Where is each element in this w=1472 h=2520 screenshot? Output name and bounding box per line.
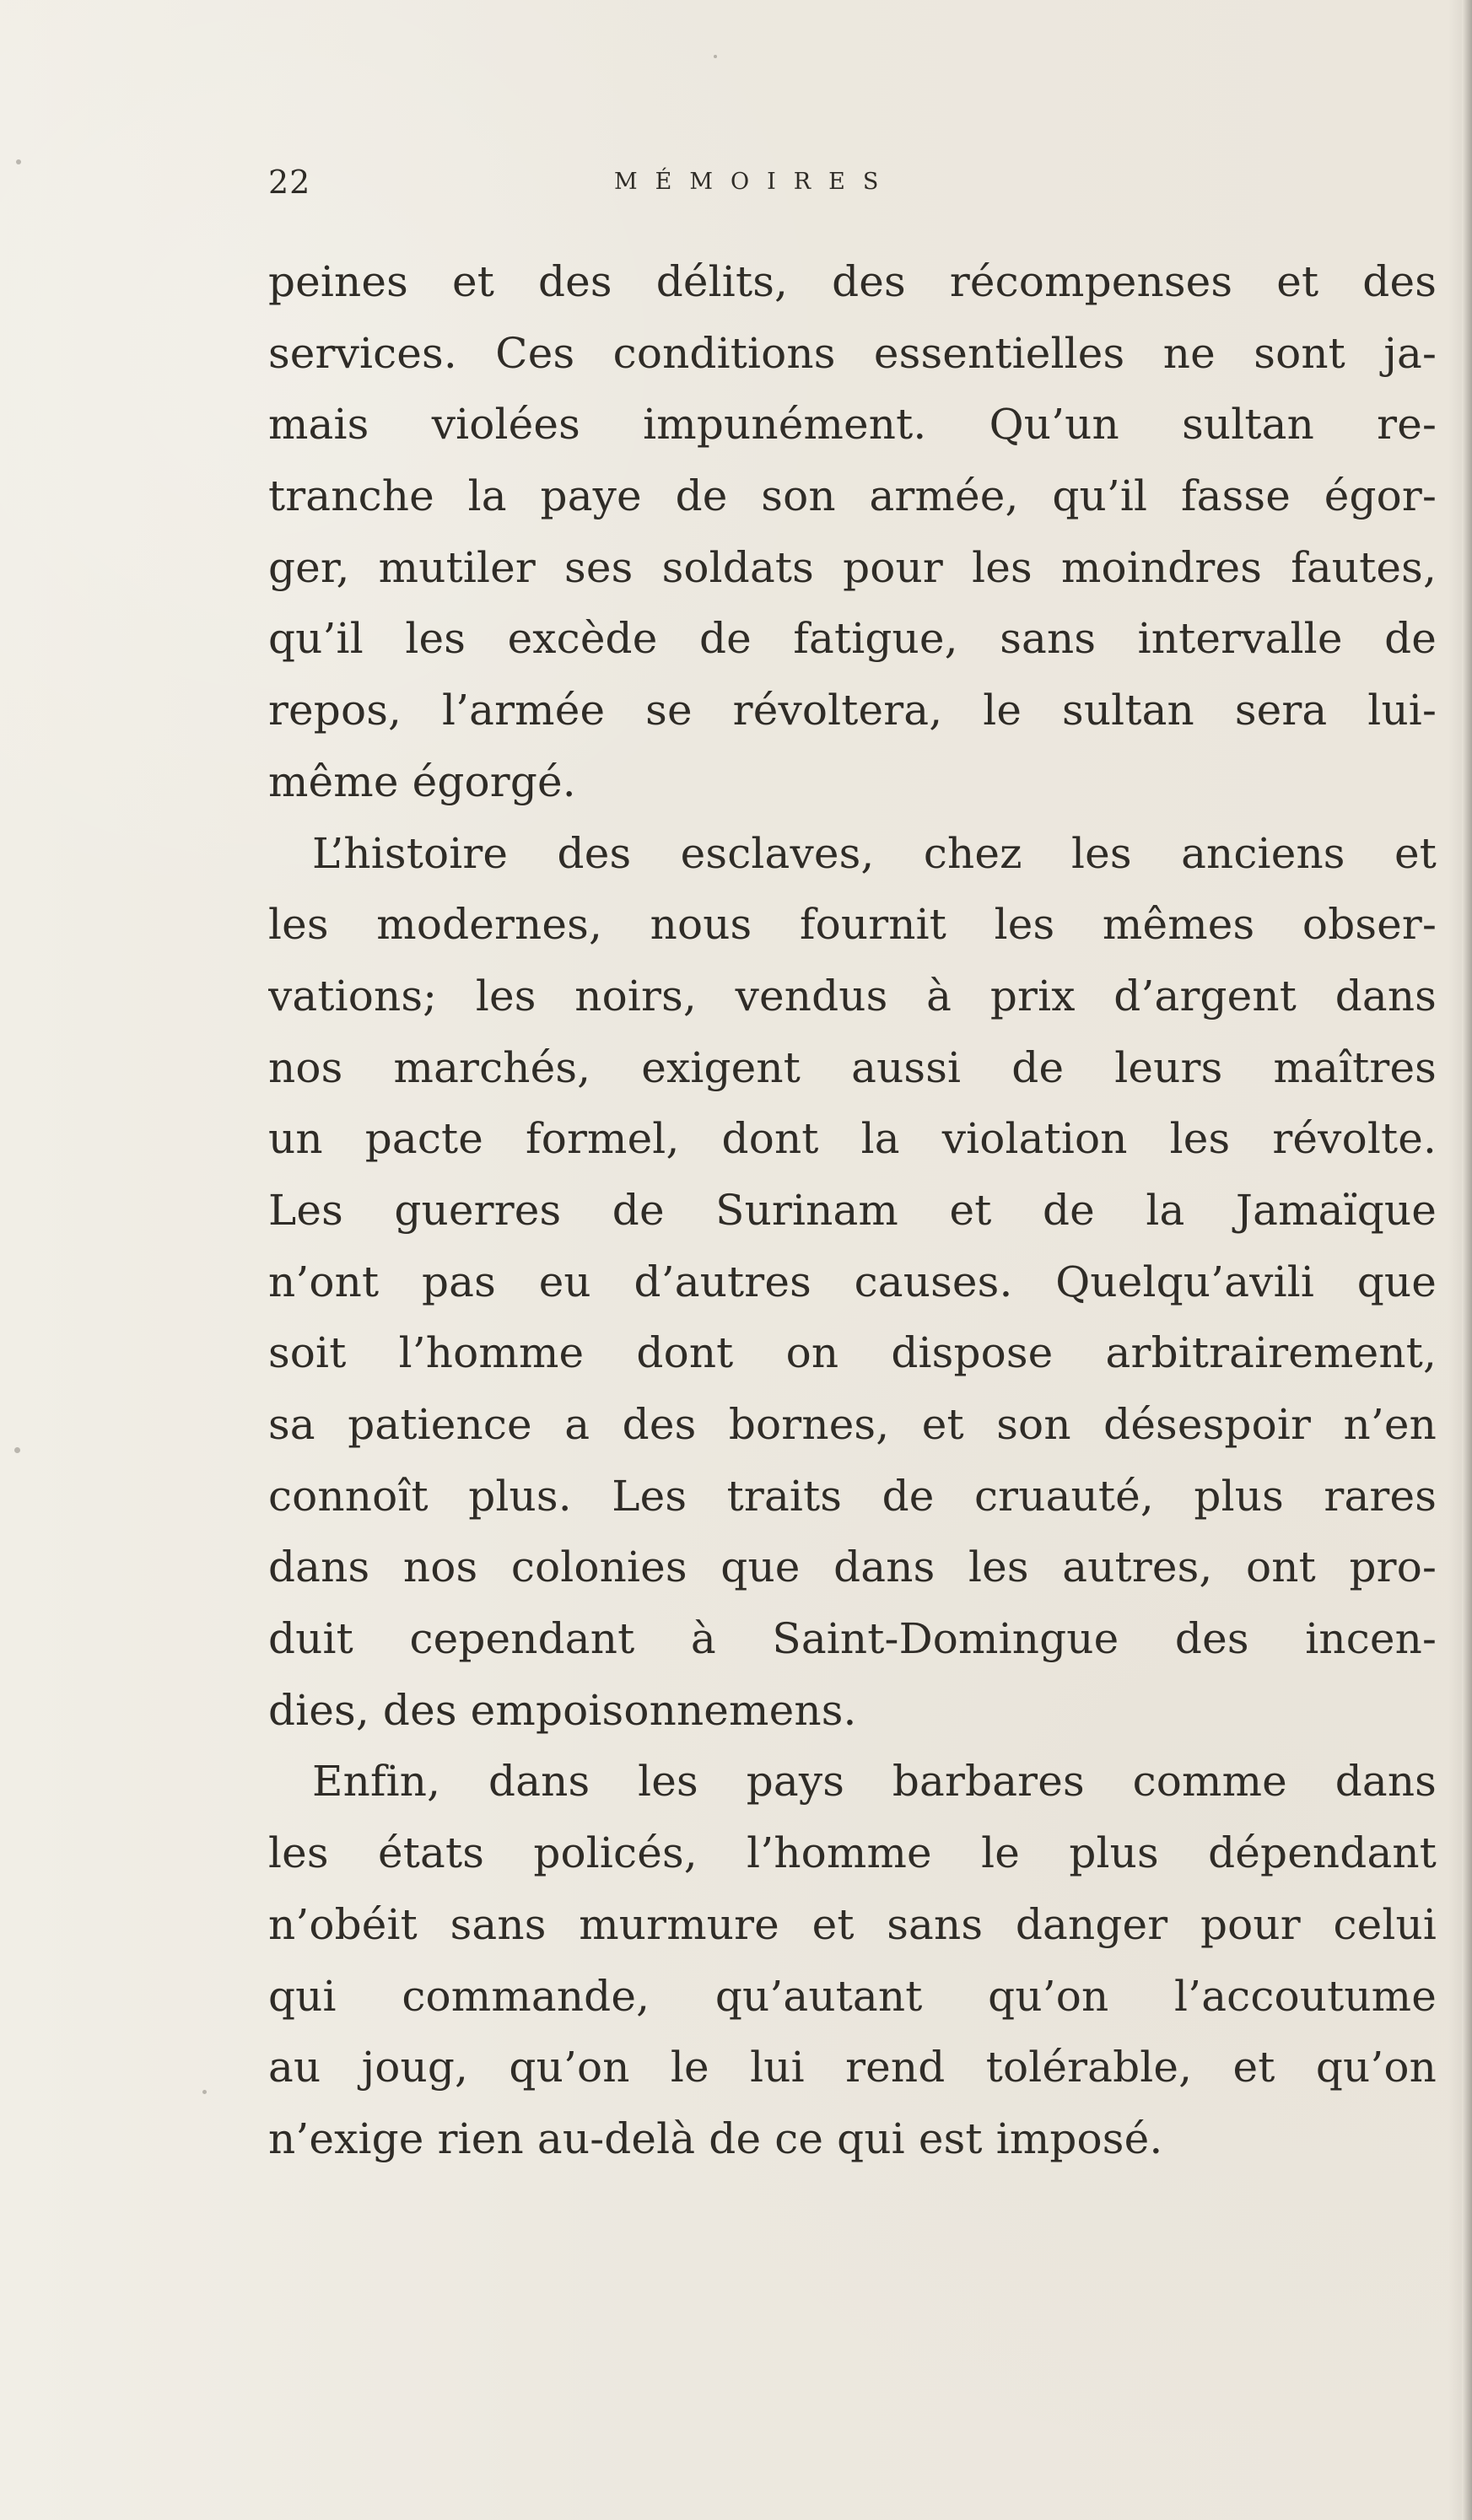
text-line: Les guerres de Surinam et de la Jamaïque bbox=[268, 1185, 1437, 1235]
text-line: nos marchés, exigent aussi de leurs maîtres bbox=[268, 1042, 1437, 1092]
text-line: dies, des empoisonnemens. bbox=[268, 1685, 857, 1735]
running-head: MÉMOIRES bbox=[614, 169, 897, 195]
page-number: 22 bbox=[268, 164, 311, 201]
main-text bbox=[268, 246, 1437, 2175]
text-line: même égorgé. bbox=[268, 757, 576, 806]
text-line: qui commande, qu’autant qu’on l’accoutume bbox=[268, 1971, 1437, 2021]
page-gutter-shadow bbox=[1448, 0, 1462, 2520]
paragraph-start-line: Enfin, dans les pays barbares comme dans bbox=[312, 1757, 1437, 1807]
text-line: ger, mutiler ses soldats pour les moindres fautes, bbox=[268, 542, 1437, 592]
text-line: tranche la paye de son armée, qu’il fasse égor- bbox=[268, 471, 1437, 521]
text-line: connoît plus. Les traits de cruauté, plus rares bbox=[268, 1471, 1437, 1521]
text-line: services. Ces conditions essentielles ne sont ja- bbox=[268, 328, 1437, 378]
text-line: dans nos colonies que dans les autres, ont pro- bbox=[268, 1543, 1437, 1592]
paper-speck bbox=[14, 1447, 20, 1453]
paper-speck bbox=[202, 2090, 207, 2094]
text-line: mais violées impunément. Qu’un sultan re- bbox=[268, 400, 1437, 450]
text-line: peines et des délits, des récompenses et des bbox=[268, 257, 1437, 306]
text-line: au joug, qu’on le lui rend tolérable, et qu’on bbox=[268, 2043, 1437, 2092]
text-line: n’ont pas eu d’autres causes. Quelqu’avili que bbox=[268, 1257, 1437, 1306]
paper-speck bbox=[16, 159, 21, 164]
text-line: n’exige rien au-delà de ce qui est imposé. bbox=[268, 2113, 1163, 2163]
page-edge bbox=[1462, 0, 1472, 2520]
text-line: n’obéit sans murmure et sans danger pour celui bbox=[268, 1899, 1437, 1949]
text-line: sa patience a des bornes, et son désespoir n’en bbox=[268, 1400, 1437, 1449]
text-line: qu’il les excède de fatigue, sans intervalle de bbox=[268, 614, 1437, 664]
text-line: un pacte formel, dont la violation les révolte. bbox=[268, 1114, 1437, 1164]
paragraph-start-line: L’histoire des esclaves, chez les anciens et bbox=[312, 828, 1437, 878]
text-line: duit cependant à Saint-Domingue des incen- bbox=[268, 1614, 1437, 1664]
text-line: vations; les noirs, vendus à prix d’argent dans bbox=[268, 971, 1437, 1020]
text-line: les modernes, nous fournit les mêmes obser- bbox=[268, 900, 1437, 950]
text-line: soit l’homme dont on dispose arbitrairement, bbox=[268, 1328, 1437, 1378]
paper-speck bbox=[714, 55, 717, 58]
text-line: repos, l’armée se révoltera, le sultan sera lui- bbox=[268, 686, 1437, 735]
text-line: les états policés, l’homme le plus dépendant bbox=[268, 1828, 1437, 1878]
